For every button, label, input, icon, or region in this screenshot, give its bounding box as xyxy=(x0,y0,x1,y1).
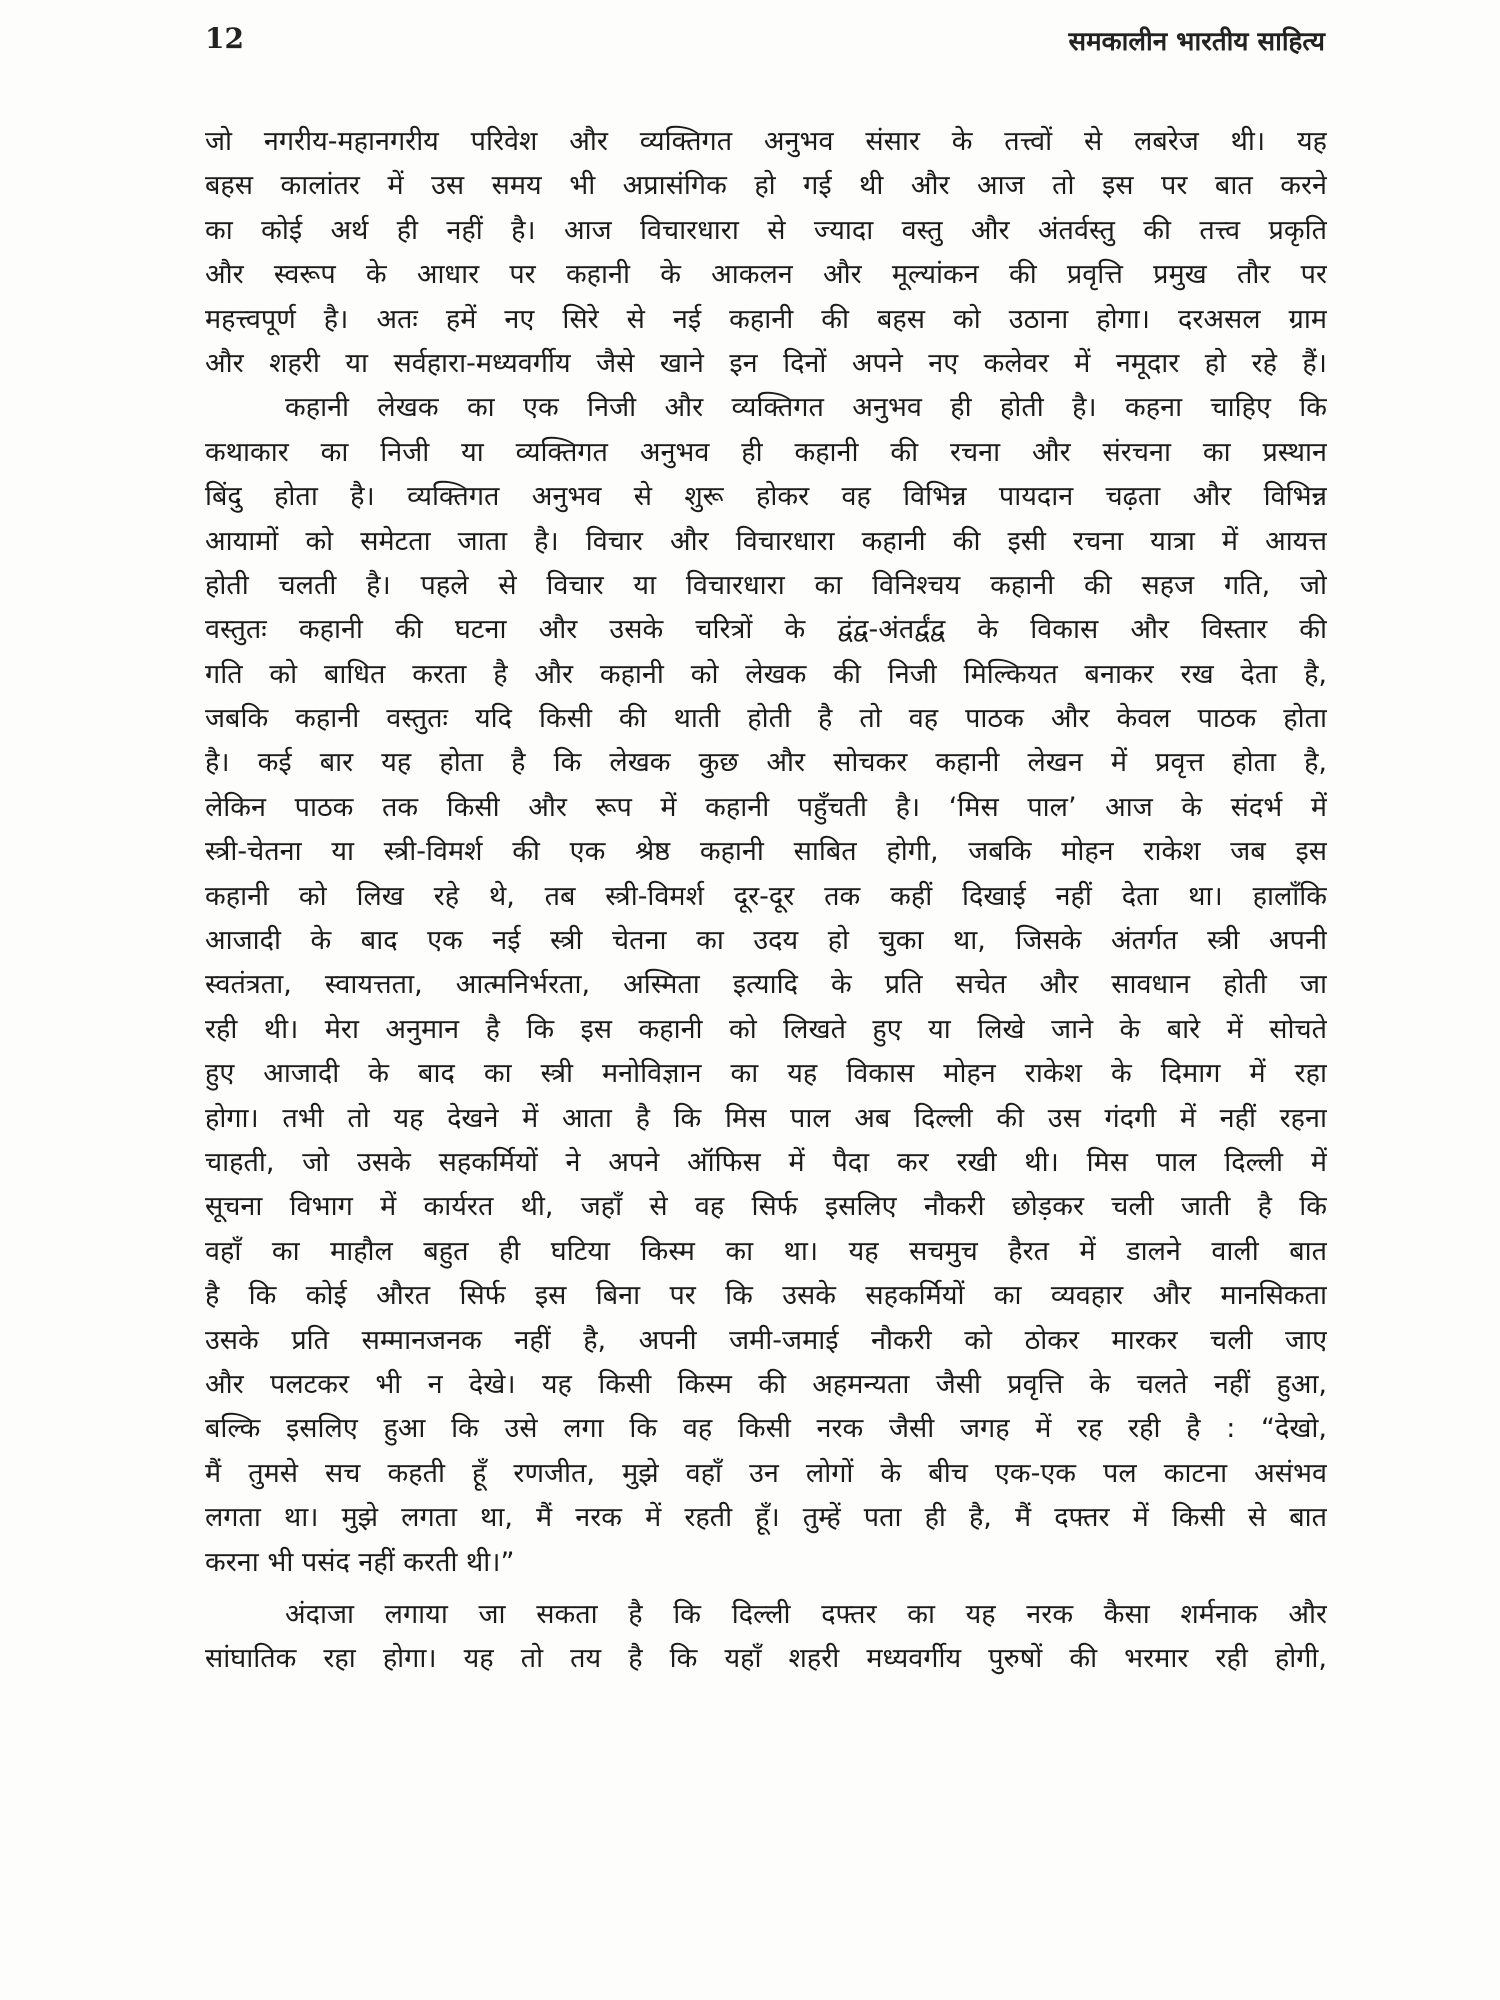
page-header xyxy=(205,22,1325,82)
text-line: कहानी लेखक का एक निजी और व्यक्तिगत अनुभव ही होती है। कहना चाहिए कि xyxy=(285,392,1327,424)
text-line: मैं तुमसे सच कहती हूँ रणजीत, मुझे वहाँ उन लोगों के बीच एक-एक पल काटना असंभव xyxy=(205,1457,1327,1489)
text-line: कथाकार का निजी या व्यक्तिगत अनुभव ही कहानी की रचना और संरचना का प्रस्थान xyxy=(205,436,1327,468)
text-line: हुए आजादी के बाद का स्त्री मनोविज्ञान का यह विकास मोहन राकेश के दिमाग में रहा xyxy=(205,1058,1327,1090)
running-title: समकालीन भारतीय साहित्य xyxy=(1068,27,1325,57)
text-line: आयामों को समेटता जाता है। विचार और विचारधारा कहानी की इसी रचना यात्रा में आयत्त xyxy=(205,525,1327,557)
text-line: जबकि कहानी वस्तुतः यदि किसी की थाती होती है तो वह पाठक और केवल पाठक होता xyxy=(205,703,1327,735)
text-line: है। कई बार यह होता है कि लेखक कुछ और सोचकर कहानी लेखन में प्रवृत्त होता है, xyxy=(205,747,1327,779)
text-line: होती चलती है। पहले से विचार या विचारधारा का विनिश्चय कहानी की सहज गति, जो xyxy=(205,569,1327,601)
text-line: स्वतंत्रता, स्वायत्तता, आत्मनिर्भरता, अस्मिता इत्यादि के प्रति सचेत और सावधान होती जा xyxy=(205,969,1327,1001)
body-text xyxy=(205,120,1327,1682)
text-line: और शहरी या सर्वहारा-मध्यवर्गीय जैसे खाने इन दिनों अपने नए कलेवर में नमूदार हो रहे हैं। xyxy=(205,347,1327,379)
text-line: अंदाजा लगाया जा सकता है कि दिल्ली दफ्तर का यह नरक कैसा शर्मनाक और xyxy=(285,1598,1327,1630)
text-line: बहस कालांतर में उस समय भी अप्रासंगिक हो गई थी और आज तो इस पर बात करने xyxy=(205,170,1327,202)
text-line: गति को बाधित करता है और कहानी को लेखक की निजी मिल्कियत बनाकर रख देता है, xyxy=(205,658,1327,690)
text-line: और स्वरूप के आधार पर कहानी के आकलन और मूल्यांकन की प्रवृत्ति प्रमुख तौर पर xyxy=(205,259,1327,291)
text-line: महत्त्वपूर्ण है। अतः हमें नए सिरे से नई कहानी की बहस को उठाना होगा। दरअसल ग्राम xyxy=(205,303,1327,335)
text-line: चाहती, जो उसके सहकर्मियों ने अपने ऑफिस में पैदा कर रखी थी। मिस पाल दिल्ली में xyxy=(205,1146,1327,1178)
text-line: वहाँ का माहौल बहुत ही घटिया किस्म का था। यह सचमुच हैरत में डालने वाली बात xyxy=(205,1235,1327,1267)
text-line: उसके प्रति सम्मानजनक नहीं है, अपनी जमी-जमाई नौकरी को ठोकर मारकर चली जाए xyxy=(205,1324,1327,1356)
text-line: बिंदु होता है। व्यक्तिगत अनुभव से शुरू होकर वह विभिन्न पायदान चढ़ता और विभिन्न xyxy=(205,481,1327,513)
text-line: बल्कि इसलिए हुआ कि उसे लगा कि वह किसी नरक जैसी जगह में रह रही है : “देखो, xyxy=(205,1413,1327,1445)
text-line: और पलटकर भी न देखे। यह किसी किस्म की अहमन्यता जैसी प्रवृत्ति के चलते नहीं हुआ, xyxy=(205,1368,1327,1400)
text-line: रही थी। मेरा अनुमान है कि इस कहानी को लिखते हुए या लिखे जाने के बारे में सोचते xyxy=(205,1013,1327,1045)
text-line: वस्तुतः कहानी की घटना और उसके चरित्रों के द्वंद्व-अंतर्द्वंद्व के विकास और विस्तार की xyxy=(205,614,1327,646)
text-line: आजादी के बाद एक नई स्त्री चेतना का उदय हो चुका था, जिसके अंतर्गत स्त्री अपनी xyxy=(205,925,1327,957)
text-line: सूचना विभाग में कार्यरत थी, जहाँ से वह सिर्फ इसलिए नौकरी छोड़कर चली जाती है कि xyxy=(205,1191,1327,1223)
text-line: है कि कोई औरत सिर्फ इस बिना पर कि उसके सहकर्मियों का व्यवहार और मानसिकता xyxy=(205,1280,1327,1312)
text-line: सांघातिक रहा होगा। यह तो तय है कि यहाँ शहरी मध्यवर्गीय पुरुषों की भरमार रही होगी, xyxy=(205,1643,1327,1675)
text-line: लेकिन पाठक तक किसी और रूप में कहानी पहुँचती है। ‘मिस पाल’ आज के संदर्भ में xyxy=(205,791,1327,823)
text-line: जो नगरीय-महानगरीय परिवेश और व्यक्तिगत अनुभव संसार के तत्त्वों से लबरेज थी। यह xyxy=(205,126,1327,157)
text-line: कहानी को लिख रहे थे, तब स्त्री-विमर्श दूर-दूर तक कहीं दिखाई नहीं देता था। हालाँकि xyxy=(205,880,1327,912)
text-line: का कोई अर्थ ही नहीं है। आज विचारधारा से ज्यादा वस्तु और अंतर्वस्तु की तत्त्व प्रकृति xyxy=(205,214,1327,246)
text-line: लगता था। मुझे लगता था, मैं नरक में रहती हूँ। तुम्हें पता ही है, मैं दफ्तर में किसी से बात xyxy=(205,1502,1327,1534)
text-line: करना भी पसंद नहीं करती थी।” xyxy=(205,1546,515,1578)
page-number: 12 xyxy=(205,22,244,55)
text-line: स्त्री-चेतना या स्त्री-विमर्श की एक श्रेष्ठ कहानी साबित होगी, जबकि मोहन राकेश जब इस xyxy=(205,836,1327,868)
text-line: होगा। तभी तो यह देखने में आता है कि मिस पाल अब दिल्ली की उस गंदगी में नहीं रहना xyxy=(205,1102,1327,1134)
